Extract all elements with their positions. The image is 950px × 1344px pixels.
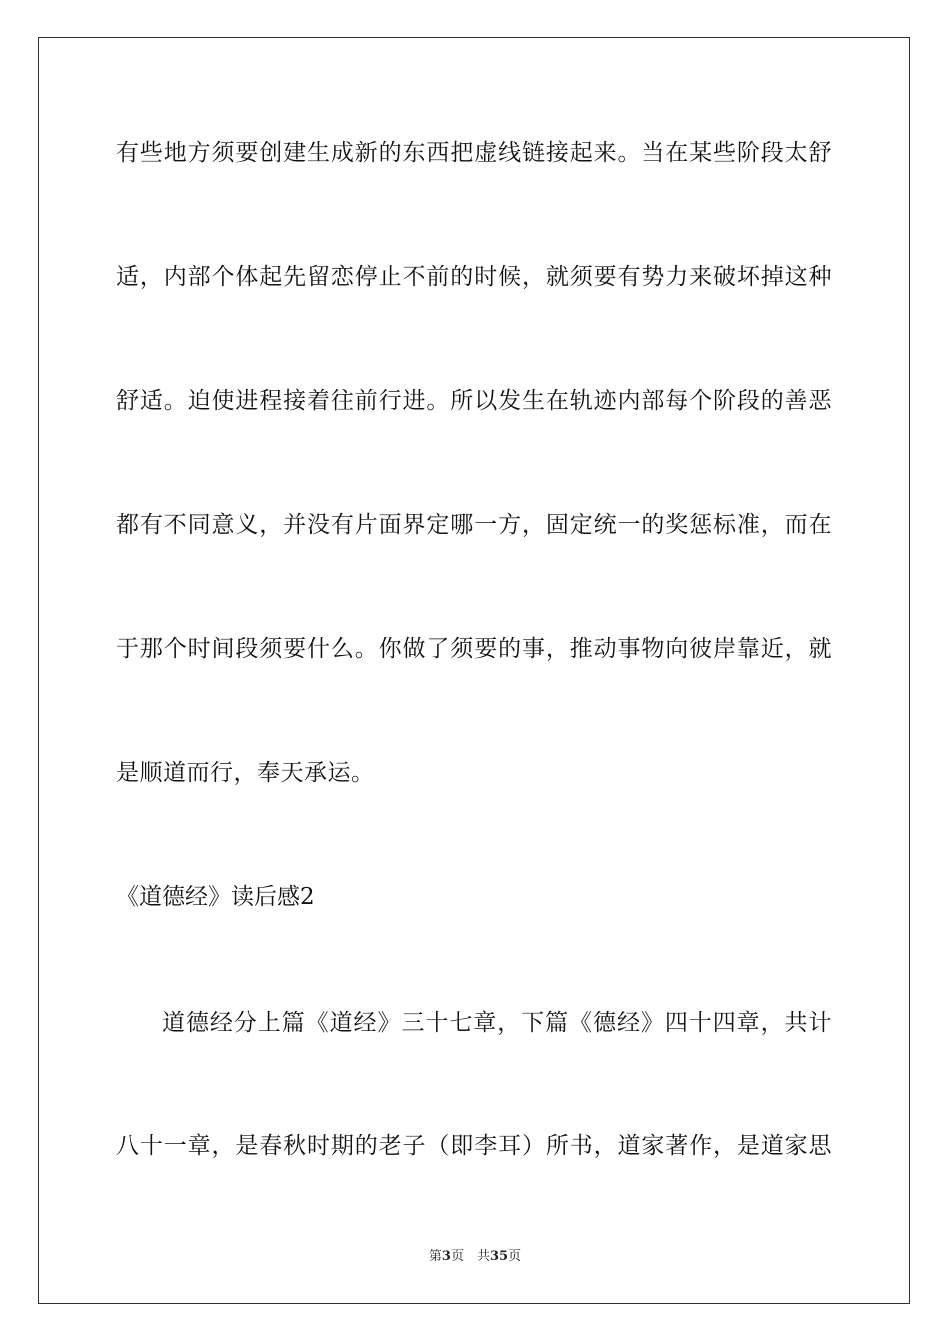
body-line-6: 是顺道而行，奉天承运。 xyxy=(116,760,375,786)
body-line-4: 都有不同意义，并没有片面界定哪一方，固定统一的奖惩标准，而在 xyxy=(116,512,832,538)
page-border xyxy=(38,37,910,1304)
page-total-number: 35 xyxy=(489,1249,509,1264)
paragraph2-line-2: 八十一章，是春秋时期的老子（即李耳）所书，道家著作，是道家思 xyxy=(116,1133,832,1159)
body-line-1: 有些地方须要创建生成新的东西把虚线链接起来。当在某些阶段太舒 xyxy=(116,140,832,166)
footer-suffix: 页 xyxy=(508,1249,522,1264)
section-heading: 《道德经》读后感2 xyxy=(116,884,315,910)
page-current-number: 3 xyxy=(441,1249,451,1264)
body-line-2: 适，内部个体起先留恋停止不前的时候，就须要有势力来破坏掉这种 xyxy=(116,264,832,290)
body-line-5: 于那个时间段须要什么。你做了须要的事，推动事物向彼岸靠近，就 xyxy=(116,636,832,662)
paragraph2-line-1: 道德经分上篇《道经》三十七章，下篇《德经》四十四章，共计 xyxy=(162,1010,832,1036)
page-footer xyxy=(0,1248,950,1266)
footer-prefix: 第 xyxy=(428,1249,442,1264)
body-line-3: 舒适。迫使进程接着往前行进。所以发生在轨迹内部每个阶段的善恶 xyxy=(116,388,832,414)
footer-mid: 页 共 xyxy=(450,1249,490,1264)
